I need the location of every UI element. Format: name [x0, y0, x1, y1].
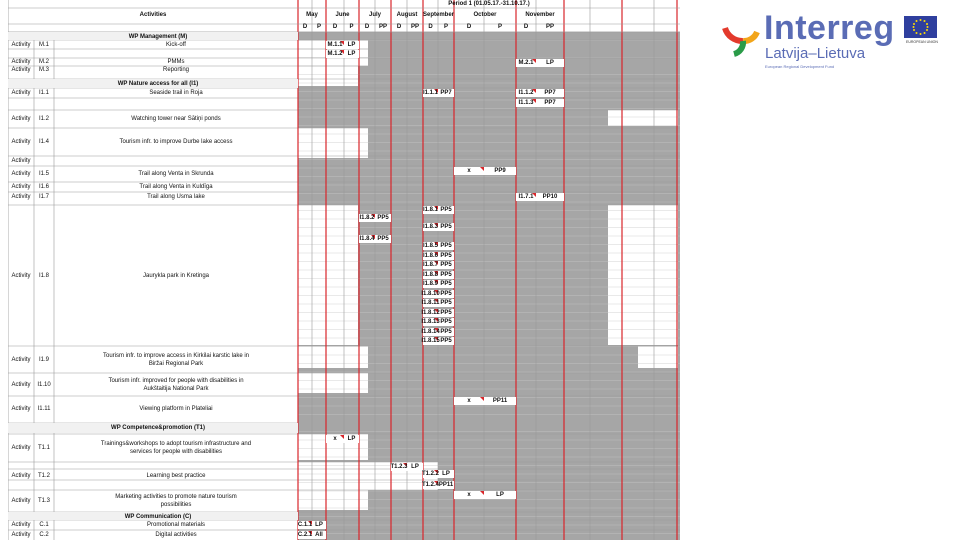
activity-description: Kick-off — [166, 41, 186, 48]
activity-label: Activity — [11, 532, 31, 538]
activity-label: Activity — [11, 356, 31, 363]
activity-label: Activity — [11, 194, 31, 200]
activity-label: Activity — [11, 59, 31, 65]
activity-label: Activity — [11, 171, 31, 177]
task-code: I1.8.4 — [359, 236, 375, 242]
partner-code: LP — [546, 60, 554, 66]
partner-code: PP5 — [440, 262, 452, 268]
month-header: September — [422, 12, 455, 18]
activity-description: Trainings&workshops to adopt tourism infrastructure and — [100, 441, 252, 447]
activity-description: Reporting — [162, 67, 190, 73]
partner-code: LP — [347, 51, 356, 57]
activity-description: Learning best practice — [146, 473, 206, 479]
period-title: Period 1 (01.05.17.-31.10.17.) — [448, 1, 530, 7]
task-code: I1.8.3 — [422, 224, 439, 230]
month-header: July — [368, 12, 382, 18]
activity-code: I1.11 — [37, 406, 51, 412]
activity-code: T1.3 — [37, 498, 51, 504]
activity-label: Activity — [11, 67, 31, 73]
task-code: T1.2.2 — [421, 471, 440, 477]
partner-code: PP7 — [544, 90, 556, 96]
subcolumn-header: PP — [378, 24, 388, 30]
task-code: I1.8.13 — [421, 319, 440, 325]
task-code: x — [467, 398, 471, 404]
task-code: I1.7.1 — [518, 194, 534, 200]
activity-description: Digital activities — [155, 532, 197, 538]
section-header: WP Communication (C) — [124, 513, 192, 520]
partner-code: LP — [496, 492, 504, 498]
activity-code: I1.8 — [38, 272, 50, 279]
activity-description: Watching tower near Sātiņi ponds — [131, 116, 221, 122]
activity-label: Activity — [11, 381, 31, 388]
task-code: T1.2.4 — [421, 482, 440, 488]
activity-code: I1.9 — [38, 356, 50, 363]
partner-code: PP10 — [542, 194, 558, 200]
task-code: C.1.1 — [297, 522, 313, 528]
eu-caption: EUROPEAN UNION — [906, 40, 938, 44]
activity-code: I1.10 — [37, 381, 51, 388]
partner-code: PP9 — [494, 168, 506, 174]
activity-code: I1.7 — [38, 194, 50, 200]
partner-code: LP — [347, 42, 356, 48]
activity-description: Marketing activities to promote nature tourism — [115, 494, 237, 500]
month-header: November — [525, 12, 555, 18]
partner-code: PP5 — [440, 207, 452, 213]
activity-description: Trail along Venta in Skrunda — [138, 171, 214, 177]
month-header: October — [473, 12, 497, 18]
activity-code: T1.1 — [37, 445, 51, 451]
task-code: I1.1.2 — [518, 90, 534, 96]
partner-code: PP5 — [440, 272, 452, 278]
activity-description: Trail along Usma lake — [147, 194, 205, 200]
activity-label: Activity — [11, 139, 31, 145]
interreg-logo — [708, 0, 958, 80]
subcolumn-header: D — [428, 24, 433, 30]
program-name: Latvija–Lietuva — [765, 45, 866, 62]
gantt-schedule — [8, 0, 680, 540]
partner-code: PP5 — [440, 291, 452, 297]
task-code: I1.1.3 — [518, 100, 534, 106]
subcolumn-header: D — [396, 24, 402, 30]
activity-code: M.2 — [38, 59, 50, 65]
activity-code: C.1 — [39, 522, 49, 528]
subcolumn-header: P — [316, 24, 322, 30]
task-code: I1.8.15 — [421, 338, 440, 344]
task-code: x — [467, 492, 471, 498]
activity-code: M.3 — [38, 67, 50, 73]
partner-code: PP7 — [440, 90, 452, 96]
activity-code: I1.6 — [38, 184, 50, 190]
activity-label: Activity — [11, 184, 31, 190]
eu-flag-icon — [904, 16, 937, 38]
activity-description-line2: services for people with disabilities — [129, 449, 223, 455]
partner-code: PP5 — [440, 310, 452, 316]
activity-label: Activity — [11, 116, 31, 122]
partner-code: PP5 — [440, 224, 452, 230]
partner-code: PP7 — [544, 100, 556, 106]
activity-description: Trail along Venta in Kuldīga — [139, 184, 213, 190]
month-header: August — [396, 12, 418, 18]
subcolumn-header: P — [497, 24, 503, 30]
task-code: x — [333, 436, 337, 442]
partner-code: PP5 — [440, 300, 452, 306]
month-header: June — [335, 12, 350, 18]
activity-label: Activity — [11, 406, 31, 412]
subcolumn-header: PP — [410, 24, 420, 30]
activity-description-line2: Biržai Regional Park — [148, 360, 204, 367]
activity-label: Activity — [11, 498, 31, 504]
activity-label: Activity — [11, 522, 31, 528]
activity-description: Seaside trail in Roja — [149, 90, 203, 96]
partner-code: PP5 — [440, 319, 452, 325]
activity-description: Viewing platform in Plateliai — [139, 406, 213, 412]
partner-code: PP11 — [438, 482, 454, 488]
partner-code: PP5 — [377, 236, 389, 242]
task-code: I1.8.5 — [422, 243, 439, 249]
section-header: WP Nature access for all (I1) — [117, 80, 199, 87]
partner-code: LP — [411, 464, 419, 470]
subcolumn-header: D — [523, 24, 529, 30]
activity-code: M.1 — [38, 41, 50, 48]
partner-code: LP — [315, 522, 323, 528]
activity-description: Jaurykla park in Kretinga — [142, 272, 210, 279]
task-code: C.2.1 — [297, 532, 313, 538]
subcolumn-header: P — [443, 24, 449, 30]
task-code: M.2.1 — [518, 60, 534, 66]
activity-description: Promotional materials — [146, 522, 206, 528]
partner-code: PP5 — [440, 338, 452, 344]
section-header: WP Management (M) — [128, 33, 188, 40]
task-code: I1.8.1 — [422, 207, 439, 213]
activity-label: Activity — [11, 272, 31, 279]
month-header: May — [306, 12, 318, 18]
task-code: I1.8.11 — [421, 300, 440, 306]
partner-code: PP5 — [377, 215, 389, 221]
task-code: I1.8.6 — [422, 253, 439, 259]
subcolumn-header: D — [332, 24, 338, 30]
partner-code: PP5 — [440, 243, 452, 249]
task-code: I1.8.2 — [359, 215, 375, 221]
task-code: I1.8.7 — [422, 262, 439, 268]
activity-label: Activity — [11, 90, 31, 96]
activity-label: Activity — [11, 445, 31, 451]
activity-description: Tourism infr. to improve Durbe lake access — [119, 139, 233, 145]
activity-label: Activity — [11, 473, 31, 479]
activity-description-line2: Aukštaitija National Park — [143, 385, 209, 392]
task-code: T1.2.3 — [390, 464, 408, 470]
activity-label: Activity — [11, 158, 31, 164]
subcolumn-header: PP — [545, 24, 555, 30]
partner-code: LP — [442, 471, 450, 477]
task-code: I1.1.1 — [422, 90, 439, 96]
interreg-wordmark: Interreg — [764, 9, 895, 47]
section-header: WP Competence&promotion (T1) — [111, 424, 205, 431]
activity-label: Activity — [11, 41, 31, 48]
fund-name: European Regional Development Fund — [765, 64, 835, 69]
activity-code: T1.2 — [37, 473, 51, 479]
task-code: I1.8.8 — [422, 272, 439, 278]
activity-code: I1.2 — [38, 116, 50, 122]
partner-code: PP11 — [492, 398, 508, 404]
activity-description: PMMs — [167, 59, 185, 65]
partner-code: PP5 — [440, 329, 452, 335]
activity-description: Tourism infr. improved for people with disabilities in — [108, 377, 244, 384]
subcolumn-header: P — [349, 24, 354, 30]
activity-code: I1.5 — [38, 171, 50, 177]
partner-code: All — [315, 532, 323, 538]
task-code: I1.8.10 — [421, 291, 440, 297]
partner-code: PP5 — [440, 253, 452, 259]
interreg-swirl-icon — [716, 14, 770, 68]
subcolumn-header: D — [302, 24, 308, 30]
subcolumn-header: D — [466, 24, 472, 30]
task-code: I1.8.12 — [421, 310, 440, 316]
task-code: x — [467, 168, 471, 174]
activities-header: Activities — [139, 12, 167, 18]
task-code: M.1.2 — [327, 51, 343, 57]
schedule-labels — [8, 0, 680, 540]
subcolumn-header: D — [364, 24, 370, 30]
partner-code: PP5 — [440, 281, 452, 287]
activity-description: Tourism infr. to improve access in Kirkilai karstic lake in — [102, 352, 250, 359]
activity-code: C.2 — [39, 532, 49, 538]
task-code: I1.8.9 — [422, 281, 439, 287]
activity-code: I1.4 — [38, 139, 50, 145]
task-code: M.1.1 — [327, 42, 343, 48]
partner-code: LP — [347, 436, 356, 442]
activity-code: I1.1 — [38, 90, 50, 96]
activity-description-line2: possibilities — [160, 502, 192, 508]
task-code: I1.8.14 — [421, 329, 440, 335]
eu-stars-icon — [904, 16, 937, 38]
